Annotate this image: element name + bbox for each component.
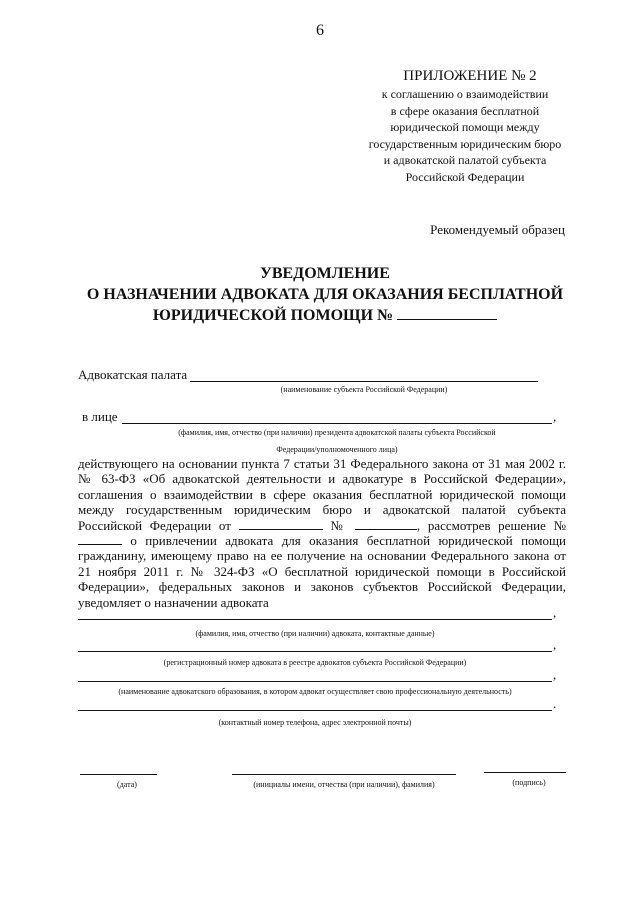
appendix-line: государственным юридическим бюро [368,136,562,151]
signature-caption: (подпись) [512,778,546,787]
title-line: УВЕДОМЛЕНИЕ [260,265,390,282]
comma: , [553,637,557,652]
lawyer-contacts-field[interactable] [78,710,552,711]
chamber-label: Адвокатская палата [78,367,188,382]
body-text-2: , рассмотрев решение [416,517,546,533]
person-caption-2: Федерации/уполномоченного лица) [276,445,398,454]
title-text: ЮРИДИЧЕСКОЙ ПОМОЩИ № [152,307,394,324]
comma: , [553,409,557,424]
notice-number-field[interactable] [397,319,497,320]
appendix-line: и адвокатской палатой субъекта [383,153,547,167]
person-name-field[interactable] [122,423,552,424]
title-line: О НАЗНАЧЕНИИ АДВОКАТА ДЛЯ ОКАЗАНИЯ БЕСПЛАТНОЙ [86,286,564,303]
signature-field[interactable] [484,772,566,773]
document-title [60,263,590,326]
lawyer-contacts-caption: (контактный номер телефона, адрес электронной почты) [218,718,412,727]
appendix-line: юридической помощи между [390,120,540,134]
title-line-number [60,305,590,326]
chamber-caption: (наименование субъекта Российской Федерации) [280,385,448,394]
lawyer-name-caption: (фамилия, имя, отчество (при наличии) адвоката, контактные данные) [195,629,435,638]
appendix-line: к соглашению о взаимодействии [381,87,549,101]
signer-name-field[interactable] [232,774,456,775]
lawyer-organization-field[interactable] [78,681,552,682]
body-paragraph [78,456,566,610]
date-caption: (дата) [117,780,137,789]
person-caption-1: (фамилия, имя, отчество (при наличии) президента адвокатской палаты субъекта Российской [178,428,496,437]
signer-name-caption: (инициалы имени, отчества (при наличии), фамилия) [253,780,435,789]
page-number: 6 [316,22,324,39]
body-no: № [330,517,348,533]
body-text-3: о привлечении адвоката для оказания бесплатной юридической помощи гражданину, имеющему право на ее получение на основании Федерального закона от 21 ноября 2011 г. № 324-ФЗ «О бесплатной юридической помощи в Российской Федерации», федеральных законов и законов субъектов Российской Федерации, уведомляет о назначении адвоката [78,533,567,610]
agreement-date-field[interactable] [239,518,323,530]
comma: , [553,605,557,620]
date-field[interactable] [80,774,157,775]
lawyer-reg-number-field[interactable] [78,651,552,652]
recommended-sample-label: Рекомендуемый образец [430,222,565,237]
appendix-title: ПРИЛОЖЕНИЕ № 2 [403,68,537,84]
body-text-1: действующего на основании пункта 7 статьи 31 Федерального закона от 31 мая 2002 г. № 63-ФЗ «Об адвокатской деятельности и адвокатуре в Российской Федерации», соглашения о взаимодействии в сфере оказания бесплатной юридической помощи между государственным юридическим бюро и адвокатской палатой субъекта Российской Федерации от [78,456,566,533]
chamber-name-field[interactable] [190,381,538,382]
agreement-number-field[interactable] [355,518,417,530]
decision-number-field[interactable] [78,533,122,545]
person-label: в лице [82,409,118,424]
appendix-subtitle [340,86,590,185]
lawyer-organization-caption: (наименование адвокатского образования, в котором адвокат осуществляет свою профессиональную деятельность) [118,687,512,696]
comma: . [553,696,557,711]
body-no-2: № [553,517,567,533]
lawyer-name-field[interactable] [78,619,552,620]
appendix-line: в сфере оказания бесплатной [390,103,540,118]
lawyer-reg-number-caption: (регистрационный номер адвоката в реестре адвокатов субъекта Российской Федерации) [163,658,467,667]
comma: , [553,667,557,682]
appendix-line: Российской Федерации [405,169,525,184]
